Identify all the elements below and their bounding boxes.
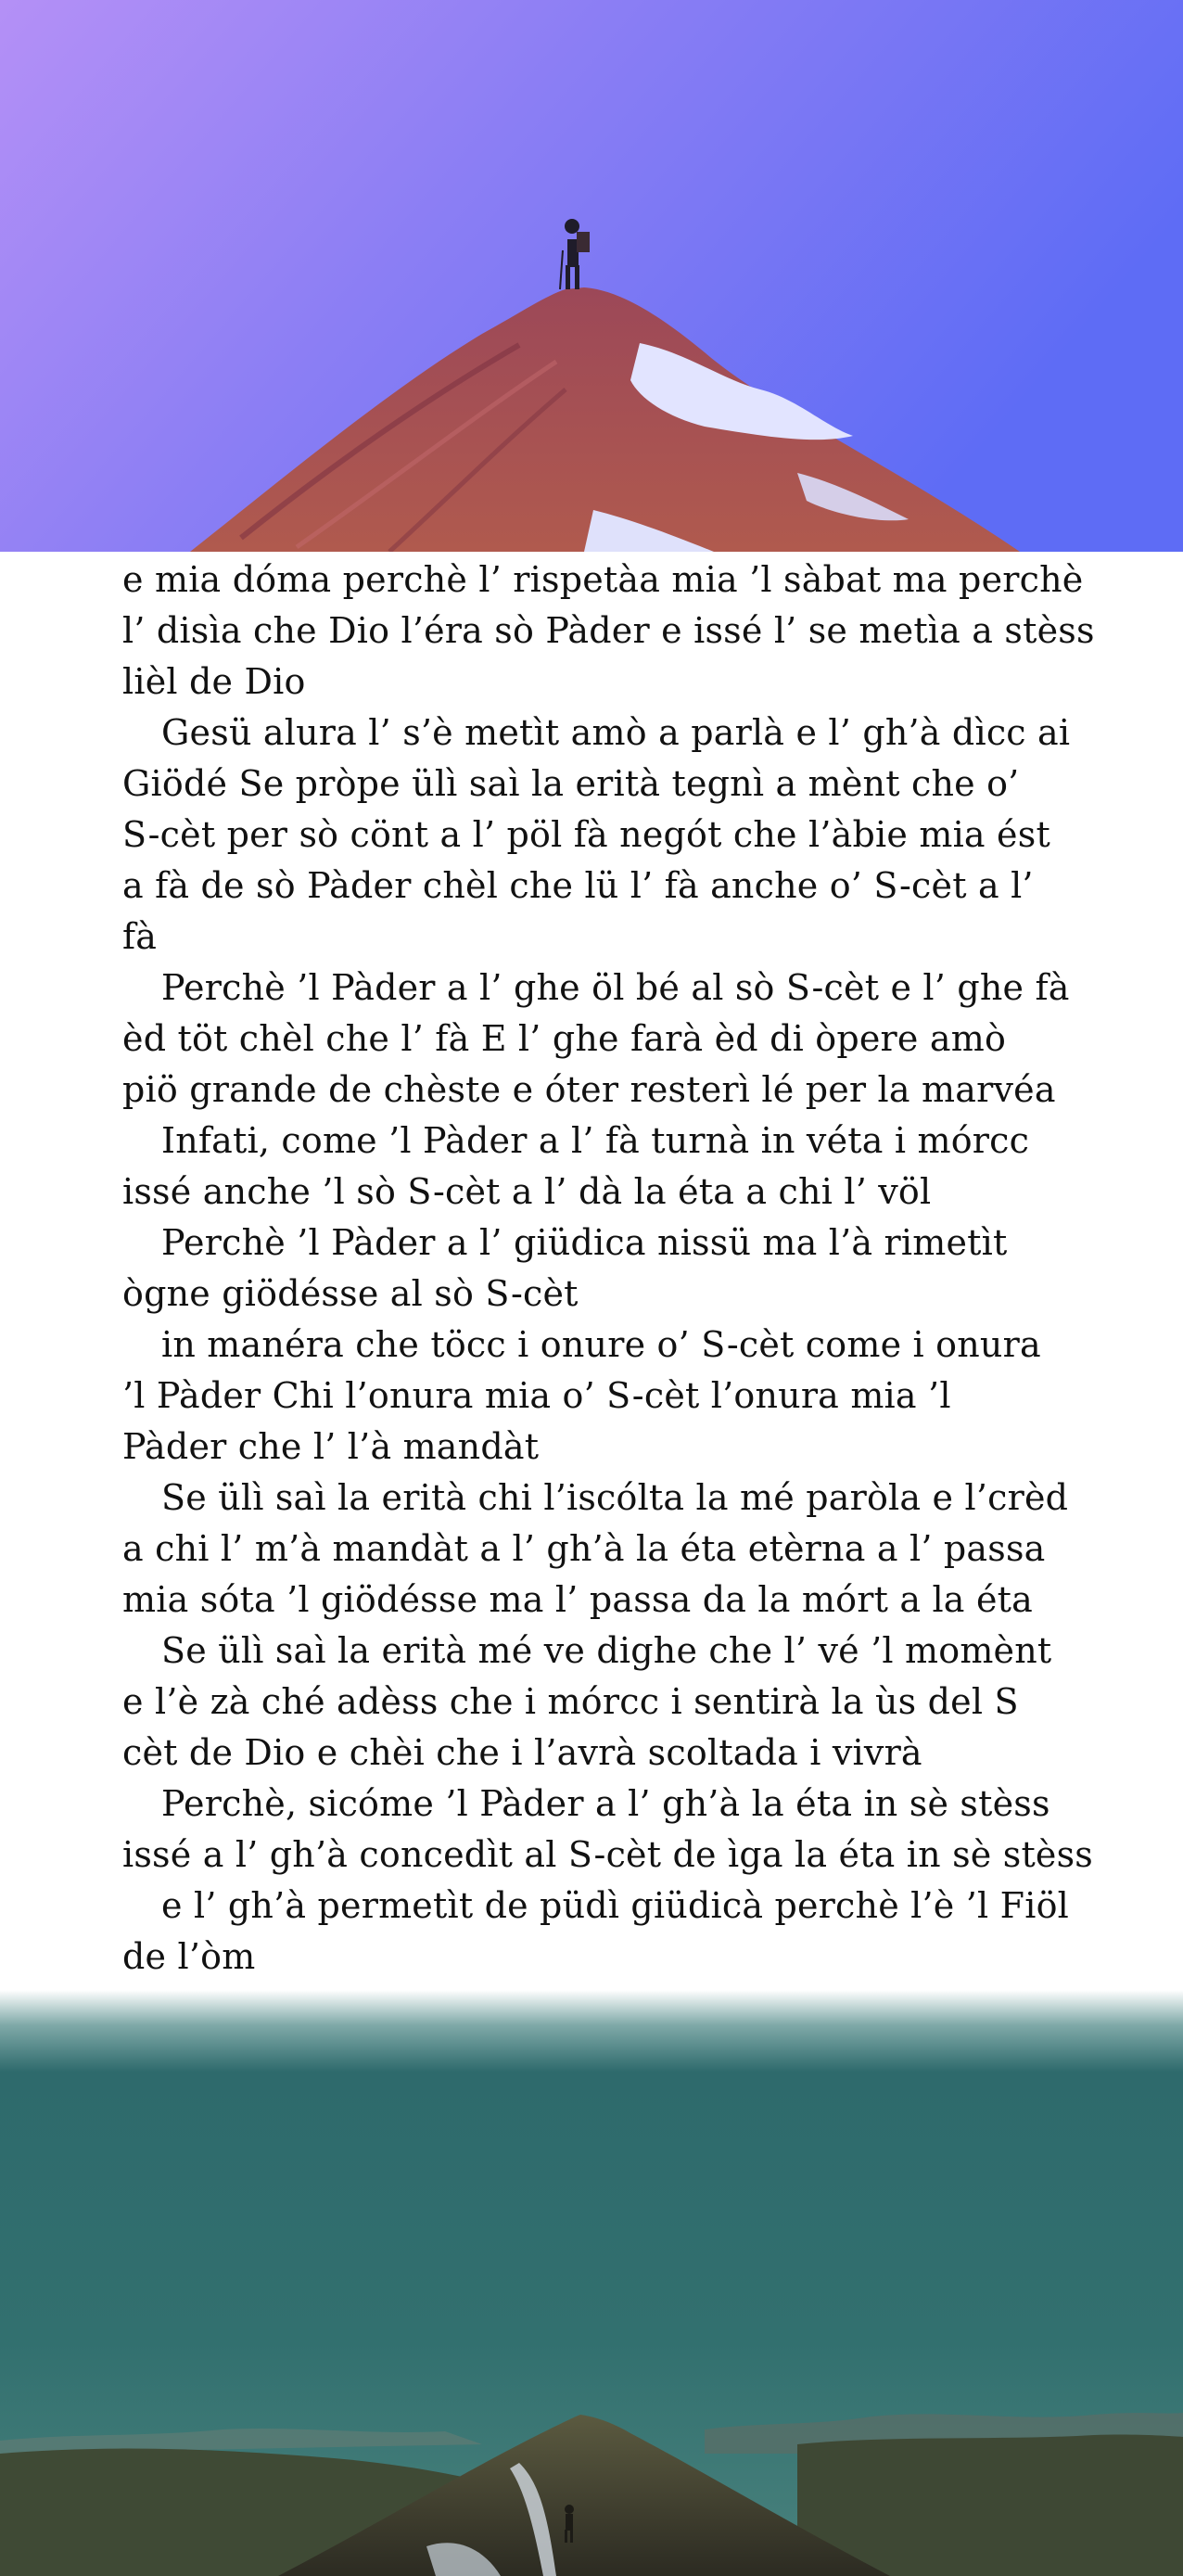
bottom-mountain-photo: [0, 1990, 1183, 2576]
text-line: Gesü alura l’ s’è metìt amò a parlà e l’ gh’à dìcc ai: [161, 712, 1071, 753]
text-line: ’l Pàder Chi l’onura mia o’ S-cèt l’onura mia ’l: [122, 1375, 951, 1416]
text-line: lièl de Dio: [122, 661, 306, 702]
text-line: e mia dóma perchè l’ rispetàa mia ’l sàbat ma perchè: [122, 559, 1084, 600]
text-line: issé anche ’l sò S-cèt a l’ dà la éta a chi l’ völ: [122, 1171, 932, 1212]
text-line: cèt de Dio e chèi che i l’avrà scoltada i vivrà: [122, 1732, 922, 1773]
text-line: Infati, come ’l Pàder a l’ fà turnà in véta i mórcc: [161, 1120, 1030, 1161]
text-line: Perchè, sicóme ’l Pàder a l’ gh’à la éta in sè stèss: [161, 1783, 1050, 1824]
text-line: S-cèt per sò cönt a l’ pöl fà negót che l’àbie mia ést: [122, 814, 1050, 855]
text-line: issé a l’ gh’à concedìt al S-cèt de ìga la éta in sè stèss: [122, 1834, 1094, 1875]
text-line: e l’è zà ché adèss che i mórcc i sentirà la ùs del S: [122, 1681, 1019, 1722]
text-line: Perchè ’l Pàder a l’ ghe öl bé al sò S-cèt e l’ ghe fà: [161, 967, 1070, 1008]
text-line: Se ülì saì la erità chi l’iscólta la mé paròla e l’crèd: [161, 1477, 1069, 1518]
text-line: èd töt chèl che l’ fà E l’ ghe farà èd di òpere amò: [122, 1018, 1007, 1059]
text-line: Se ülì saì la erità mé ve dighe che l’ vé ’l momènt: [161, 1630, 1052, 1671]
bottom-mountain-illustration: [0, 1990, 1183, 2576]
top-mountain-illustration: [0, 0, 1183, 552]
text-line: in manéra che töcc i onure o’ S-cèt come i onura: [161, 1324, 1041, 1365]
text-line: piö grande de chèste e óter resterì lé per la marvéa: [122, 1069, 1056, 1110]
text-line: de l’òm: [122, 1936, 256, 1977]
text-line: Giödé Se pròpe ülì saì la erità tegnì a mènt che o’: [122, 763, 1020, 804]
text-line: fà: [122, 916, 158, 957]
text-line: a fà de sò Pàder chèl che lü l’ fà anche o’ S-cèt a l’: [122, 865, 1034, 906]
scripture-text: [122, 555, 1095, 2034]
text-line: Perchè ’l Pàder a l’ giüdica nissü ma l’à rimetìt: [161, 1222, 1008, 1263]
text-line: ògne giödésse al sò S-cèt: [122, 1273, 579, 1314]
text-line: Pàder che l’ l’à mandàt: [122, 1426, 540, 1467]
text-line: a chi l’ m’à mandàt a l’ gh’à la éta etèrna a l’ passa: [122, 1528, 1046, 1569]
text-line: e l’ gh’à permetìt de püdì giüdicà perchè l’è ’l Fiöl: [161, 1885, 1070, 1926]
text-line: l’ disìa che Dio l’éra sò Pàder e issé l’ se metìa a stèss: [122, 610, 1095, 651]
top-mountain-photo: [0, 0, 1183, 552]
text-line: mia sóta ’l giödésse ma l’ passa da la mórt a la éta: [122, 1579, 1033, 1620]
